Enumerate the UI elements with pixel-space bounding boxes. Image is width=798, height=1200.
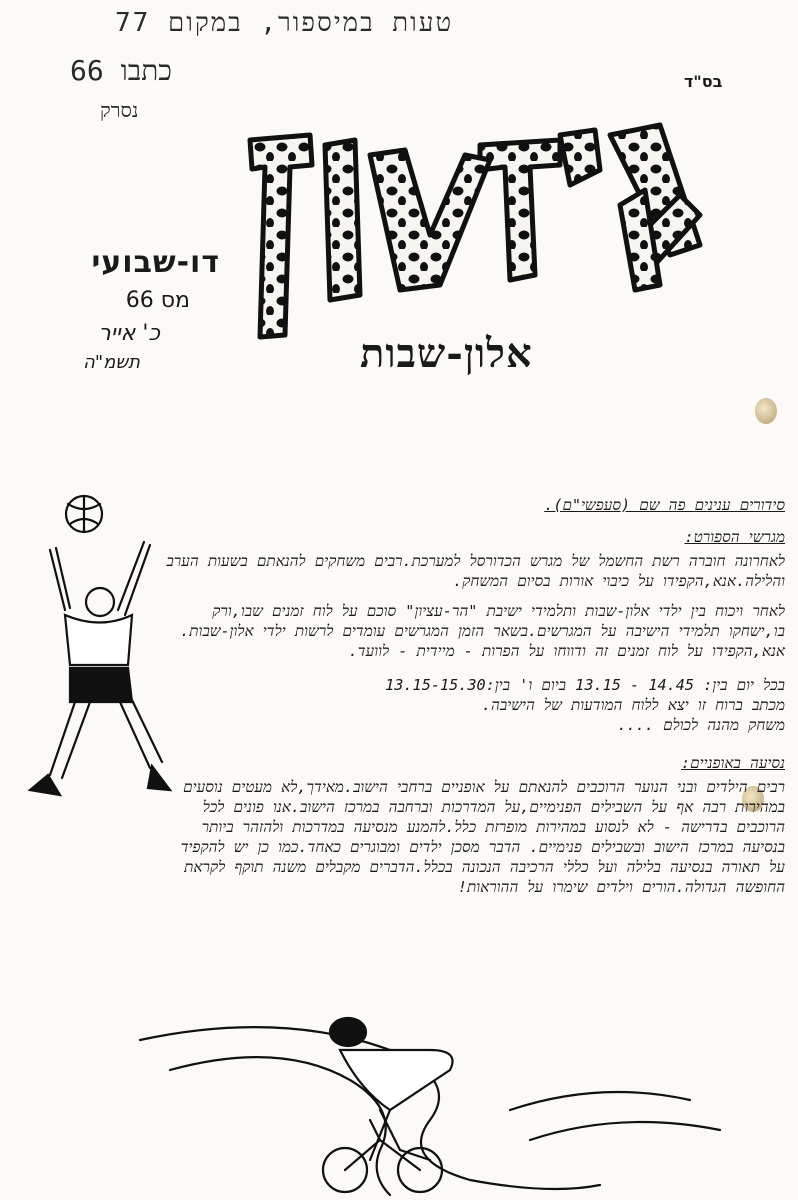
court-schedule: בכל יום בין: 14.45 - 13.15 ביום ו' בין:13.15-15.30 <box>385 676 785 694</box>
handwritten-note-written: כתבו 66 <box>70 54 172 87</box>
issue-info <box>80 245 220 373</box>
notice-line: משחק מהנה לכולם .... <box>617 716 785 734</box>
binder-hole-top <box>755 398 777 424</box>
section-heading-bicycles: נסיעה באופניים: <box>681 754 785 772</box>
issue-number: מס 66 <box>125 288 190 313</box>
newsletter-title-logo <box>230 95 730 355</box>
bsd-mark: בס"ד <box>684 72 723 91</box>
section-paragraph: לאחר ויכוח בין ילדי אלון-שבות ותלמידי ישיבת "הר-עציון" סוכם על לוח זמנים שבו,ורק בו,ישחקו תלמידי הישיבה על המגרשים.בשאר הזמן המגרשים עומדים לרשות ילדי אלון-שבות. אנא,הקפידו על לוח זמנים זה ודווחו על הפרות - מיידית - לוועד. <box>180 602 785 660</box>
section-paragraph: לאחרונה חוברה רשת החשמל של מגרש הכדורסל למערכת.רבים משחקים להנאתם בשעות הערב והלילה.אנא,הקפידו על כיבוי אורות בסיום המשחק. <box>166 552 785 590</box>
handwritten-note-scanned: נסרק <box>100 98 139 122</box>
handwritten-note-numbering: טעות במיספור, במקום 77 <box>115 8 454 38</box>
basketball-player-illustration <box>20 490 180 810</box>
article-main-heading: סידורים ענינים פה שם (סעפשי"ם). <box>544 496 785 514</box>
settlement-name: אלון-שבות <box>360 330 533 377</box>
article-body <box>165 495 785 907</box>
section-heading-sports: מגרשי הספורט: <box>684 528 785 546</box>
section-paragraph: רבים הילדים ובני הנוער הרוכבים להנאתם על אופניים ברחבי הישוב.מאידך,לא מעטים נוסעים במהירות רבה אף על השבילים הפנימיים,על המדרכות וברחבה במרכז הישוב.אנו פונים לכל הרוכבים בדרישה - לא לנסוע במהירות מופרזת כלל.להמנע מנסיעה במדרכות ולהזהר ביותר בנסיעה במרכז הישוב ובשבילים פנימיים. הדבר מסכן ילדים ומבוגרים כאחד.כמו כן יש להקפיד על תאורה בנסיעה בלילה ועל כללי הרכיבה הנכונה בכלל.הדברים מקבלים משנה תוקף לקראת החופשה הגדולה.הורים וילדים שימרו על ההוראות! <box>180 778 785 896</box>
issue-frequency: דו-שבועי <box>91 245 220 280</box>
issue-year: תשמ"ה <box>83 352 140 373</box>
issue-date: כ' אייר <box>98 321 160 346</box>
cyclist-illustration <box>130 1010 730 1200</box>
notice-line: מכתב ברוח זו יצא ללוח המודעות של הישיבה. <box>481 696 785 714</box>
